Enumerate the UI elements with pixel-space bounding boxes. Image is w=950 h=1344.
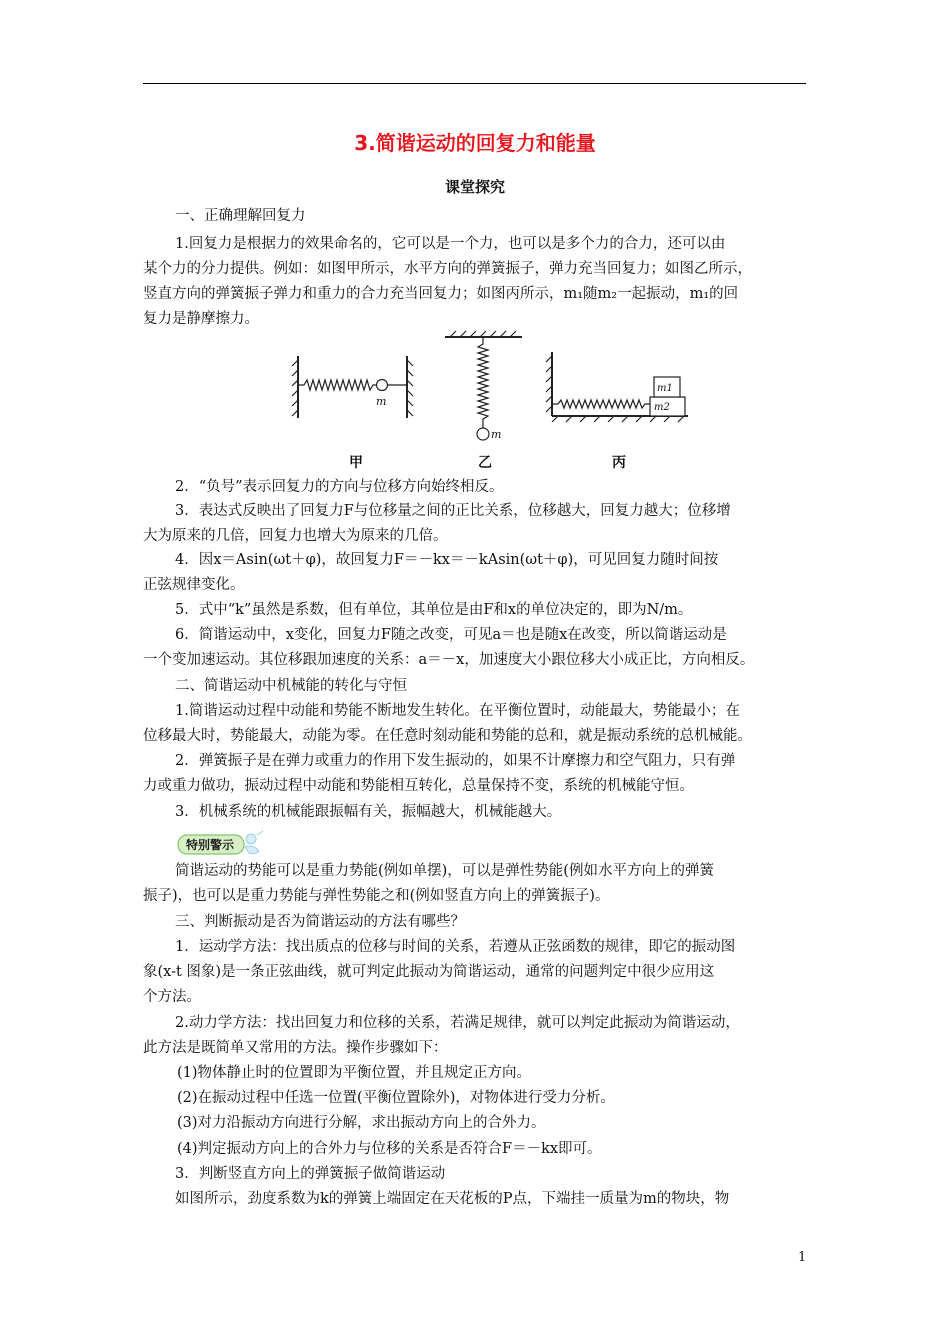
mass-label-m2: m2	[654, 402, 670, 413]
paragraph-line: 3．表达式反映出了回复力F与位移量之间的正比关系，位移越大，回复力越大；位移增	[175, 503, 731, 519]
paragraph-line: 3．机械系统的机械能跟振幅有关，振幅越大，机械能越大。	[175, 804, 562, 820]
step-item: (4)判定振动方向上的合外力与位移的关系是否符合F＝－kx即可。	[177, 1141, 602, 1157]
paragraph-line: 个方法。	[143, 989, 201, 1005]
mass-label: m	[491, 428, 502, 441]
heading-one: 一、正确理解回复力	[175, 208, 306, 224]
badge-text: 特别警示	[186, 838, 235, 852]
paragraph-line: 竖直方向的弹簧振子弹力和重力的合力充当回复力；如图丙所示，m₁随m₂一起振动，m₁的回	[143, 286, 739, 302]
paragraph-line: 2.动力学方法：找出回复力和位移的关系，若满足规律，就可以判定此振动为简谐运动，	[175, 1015, 740, 1031]
paragraph-line: 某个力的分力提供。例如：如图甲所示，水平方向的弹簧振子，弹力充当回复力；如图乙所示，	[143, 261, 752, 277]
page-number: 1	[798, 1250, 807, 1265]
step-item: (1)物体静止时的位置即为平衡位置，并且规定正方向。	[177, 1065, 532, 1081]
paragraph-line: 6．简谐运动中，x变化，回复力F随之改变，可见a＝也是随x在改变，所以简谐运动是	[175, 627, 727, 643]
heading-three: 三、判断振动是否为简谐运动的方法有哪些？	[175, 914, 465, 930]
paragraph-line: 如图所示，劲度系数为k的弹簧上端固定在天花板的P点，下端挂一质量为m的物块，物	[175, 1191, 730, 1207]
step-item: (2)在振动过程中任选一位置(平衡位置除外)，对物体进行受力分析。	[177, 1090, 615, 1106]
figure-caption-yi: 乙	[478, 455, 492, 471]
page-title: 3.简谐运动的回复力和能量	[354, 131, 596, 155]
paragraph-line: 一个变加速运动。其位移跟加速度的关系：a＝－x，加速度大小跟位移大小成正比，方向相反。	[143, 652, 755, 668]
step-item: (3)对力沿振动方向进行分解，求出振动方向上的合外力。	[177, 1115, 546, 1131]
spring-oscillator-figure	[290, 330, 690, 472]
figure-caption-bing: 丙	[612, 455, 626, 471]
section-heading: 课堂探究	[444, 178, 505, 196]
header-rule	[143, 83, 806, 84]
paragraph-line: 象(x-t 图象)是一条正弦曲线，就可判定此振动为简谐运动，通常的问题判定中很少应用这	[143, 964, 715, 980]
paragraph-line: 正弦规律变化。	[143, 577, 245, 593]
paragraph-line: 3．判断竖直方向上的弹簧振子做简谐运动	[175, 1166, 446, 1182]
heading-two: 二、简谐运动中机械能的转化与守恒	[175, 678, 407, 694]
paragraph-line: 振子)，也可以是重力势能与弹性势能之和(例如竖直方向上的弹簧振子)。	[143, 888, 610, 904]
paragraph-line: 2．“负号”表示回复力的方向与位移方向始终相反。	[175, 479, 504, 495]
paragraph-line: 位移最大时，势能最大，动能为零。在任意时刻动能和势能的总和，就是振动系统的总机械能。	[143, 728, 752, 744]
paragraph-line: 大为原来的几倍，回复力也增大为原来的几倍。	[143, 528, 448, 544]
paragraph-line: 2．弹簧振子是在弹力或重力的作用下发生振动的，如果不计摩擦力和空气阻力，只有弹	[175, 753, 736, 769]
paragraph-line: 复力是静摩擦力。	[143, 311, 259, 327]
paragraph-line: 4．因x＝Asin(ωt＋φ)，故回复力F＝－kx＝－kAsin(ωt＋φ)，可见回复力随时间按	[175, 552, 719, 568]
paragraph-line: 5．式中“k”虽然是系数，但有单位，其单位是由F和x的单位决定的，即为N/m。	[175, 602, 693, 618]
paragraph-line: 1.回复力是根据力的效果命名的，它可以是一个力，也可以是多个力的合力，还可以由	[175, 236, 726, 252]
mass-label-m1: m1	[657, 383, 673, 394]
special-warning-badge	[177, 829, 267, 861]
paragraph-line: 力或重力做功，振动过程中动能和势能相互转化，总量保持不变，系统的机械能守恒。	[143, 778, 694, 794]
mass-label: m	[376, 395, 387, 408]
paragraph-line: 1.简谐运动过程中动能和势能不断地发生转化。在平衡位置时，动能最大，势能最小；在	[175, 703, 740, 719]
paragraph-line: 此方法是既简单又常用的方法。操作步骤如下：	[143, 1040, 448, 1056]
paragraph-line: 简谐运动的势能可以是重力势能(例如单摆)，可以是弹性势能(例如水平方向上的弹簧	[175, 863, 714, 879]
paragraph-line: 1．运动学方法：找出质点的位移与时间的关系，若遵从正弦函数的规律，即它的振动图	[175, 939, 736, 955]
figure-caption-jia: 甲	[349, 455, 363, 471]
